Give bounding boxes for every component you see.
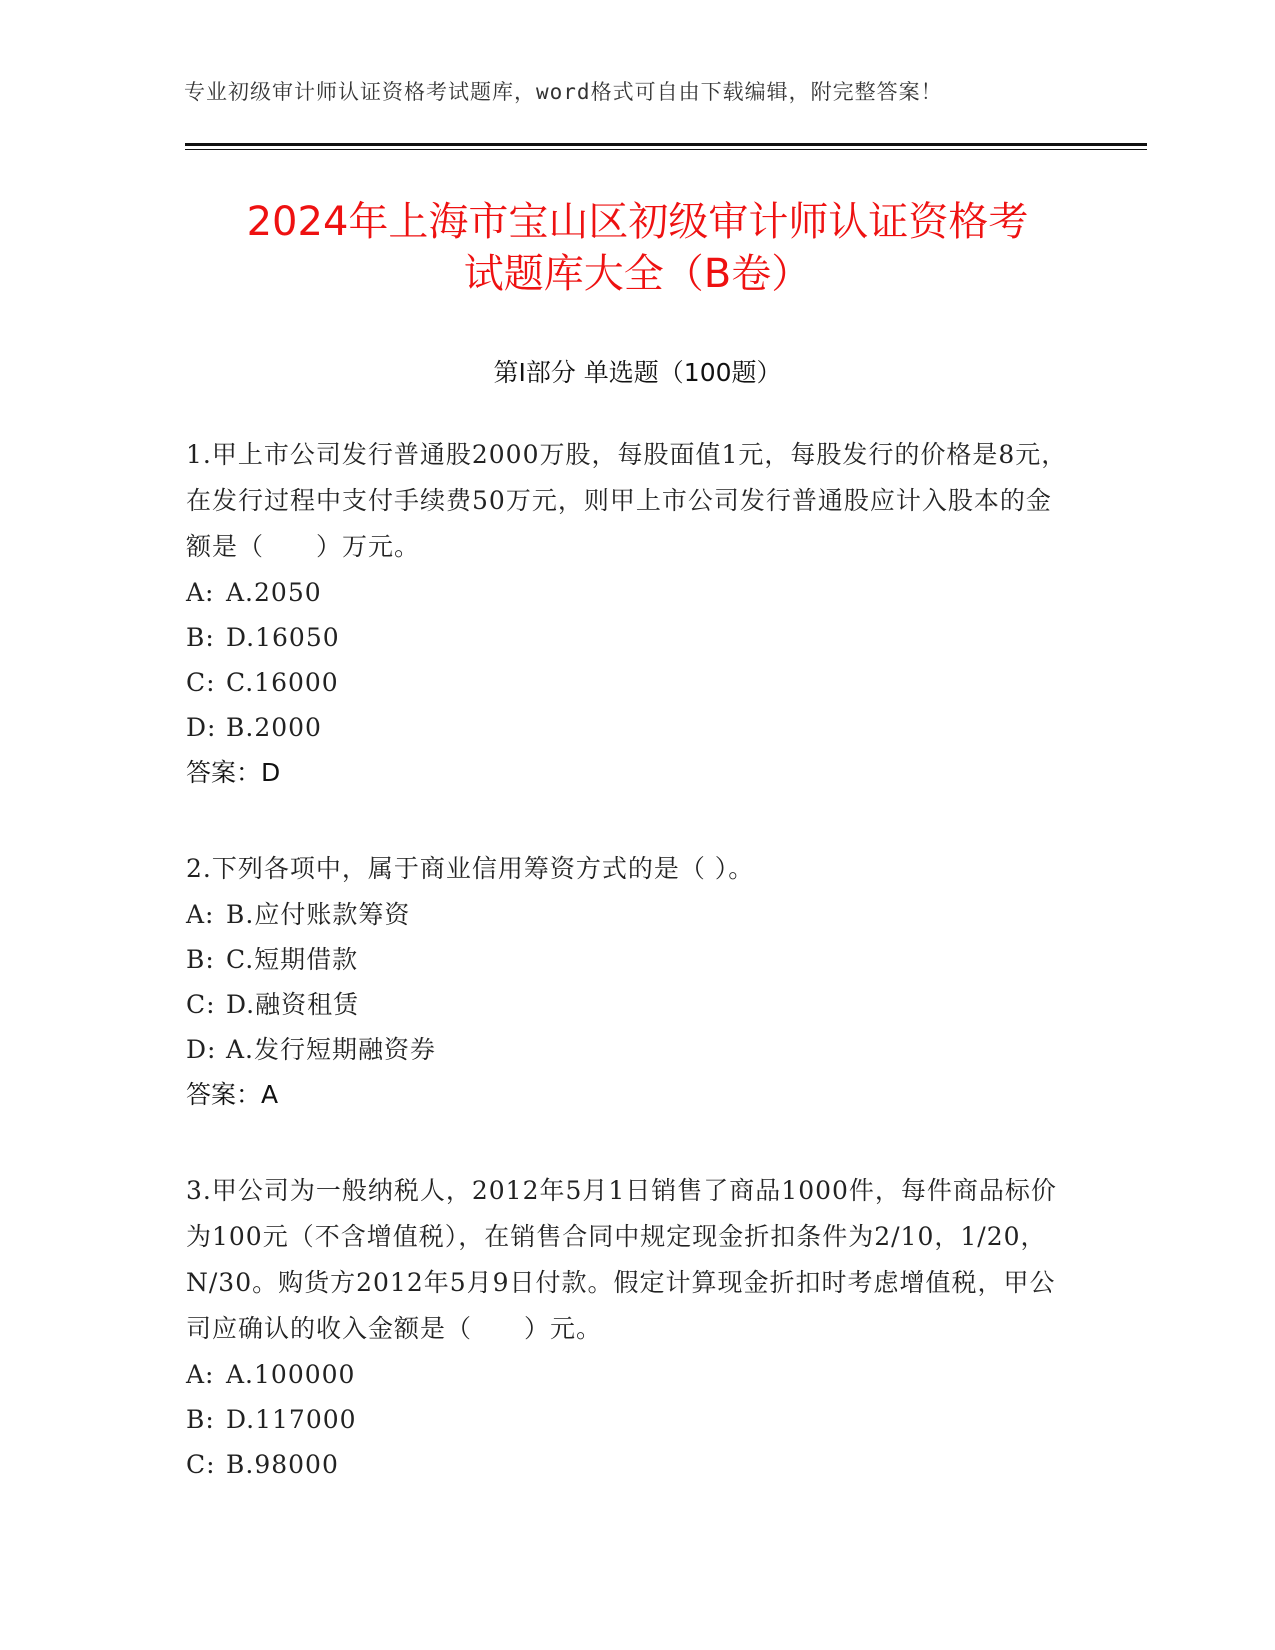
option-c: [186, 1442, 1076, 1487]
option-text: D.融资租赁: [226, 990, 360, 1019]
option-b: [186, 937, 1076, 982]
title-line-2: 试题库大全（B卷）: [463, 251, 812, 297]
option-c: [186, 660, 1076, 705]
option-key: D:: [186, 1035, 217, 1064]
option-key: C:: [186, 990, 216, 1019]
question-list: [186, 432, 1076, 1537]
document-title: [150, 196, 1125, 300]
option-text: B.应付账款筹资: [226, 900, 411, 929]
header-divider-thick: [185, 143, 1147, 146]
option-key: C:: [186, 1450, 216, 1479]
option-d: [186, 705, 1076, 750]
option-text: A.发行短期融资券: [226, 1035, 437, 1064]
option-text: C.短期借款: [226, 945, 359, 974]
question-stem: 1.甲上市公司发行普通股2000万股，每股面值1元，每股发行的价格是8元，在发行过程中支付手续费50万元，则甲上市公司发行普通股应计入股本的金额是（ ）万元。: [186, 440, 1068, 561]
question-2: [186, 846, 1076, 1118]
option-key: C:: [186, 668, 216, 697]
option-key: B:: [186, 623, 215, 652]
answer: 答案：D: [186, 758, 281, 787]
header-divider-thin: [185, 149, 1147, 150]
question-1: [186, 432, 1076, 796]
option-key: A:: [186, 900, 215, 929]
option-key: D:: [186, 713, 217, 742]
option-a: [186, 570, 1076, 615]
option-b: [186, 1397, 1076, 1442]
header-note: 专业初级审计师认证资格考试题库，word格式可自由下载编辑，附完整答案！: [184, 80, 943, 104]
question-stem: 3.甲公司为一般纳税人，2012年5月1日销售了商品1000件，每件商品标价为100元（不含增值税），在销售合同中规定现金折扣条件为2/10，1/20，N/30。购货方2012年5月9日付款。假定计算现金折扣时考虑增值税，甲公司应确认的收入金额是（ ）元。: [186, 1176, 1057, 1343]
answer: 答案：A: [186, 1080, 279, 1109]
option-b: [186, 615, 1076, 660]
option-text: D.117000: [226, 1405, 357, 1434]
option-text: B.98000: [226, 1450, 339, 1479]
option-a: [186, 892, 1076, 937]
option-text: D.16050: [226, 623, 340, 652]
question-stem: 2.下列各项中，属于商业信用筹资方式的是（ ）。: [186, 854, 755, 883]
option-text: C.16000: [226, 668, 339, 697]
question-3: [186, 1168, 1076, 1487]
option-a: [186, 1352, 1076, 1397]
section-heading: 第Ⅰ部分 单选题（100题）: [493, 358, 782, 387]
option-text: A.100000: [226, 1360, 356, 1389]
option-text: B.2000: [226, 713, 322, 742]
option-key: A:: [186, 578, 215, 607]
option-c: [186, 982, 1076, 1027]
title-line-1: 2024年上海市宝山区初级审计师认证资格考: [246, 199, 1029, 245]
option-text: A.2050: [226, 578, 322, 607]
option-d: [186, 1027, 1076, 1072]
option-key: B:: [186, 945, 215, 974]
option-key: A:: [186, 1360, 215, 1389]
option-key: B:: [186, 1405, 215, 1434]
